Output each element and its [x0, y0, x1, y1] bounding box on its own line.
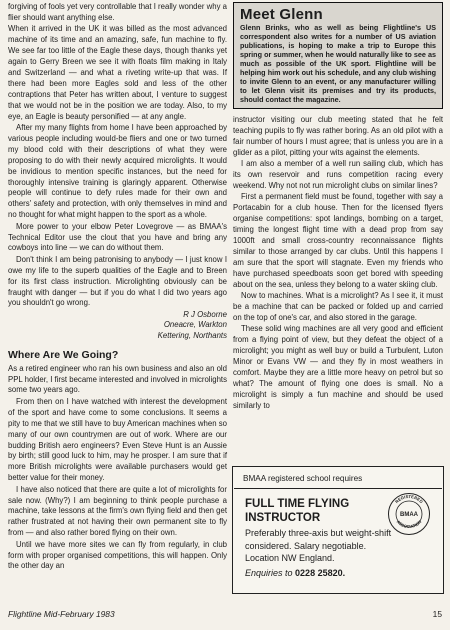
- advert-body: [245, 527, 437, 565]
- advert-body-line: Location NW England.: [245, 553, 335, 563]
- letter1-paragraph: Don't think I am being patronising to anybody — I just know I owe my life to the superb qualities of the Eagle and to Breen for its first class instruction. Microlighting obviously can be fraught with danger — but if you do what I did two years ago you shouldn't go wrong.: [8, 254, 227, 308]
- letter2-paragraph: Until we have more sites we can fly from regularly, in club form with proper organised competitions, this will happen. Only the other day an: [8, 539, 227, 571]
- advert-header: BMAA registered school requires: [243, 474, 363, 483]
- letter2-paragraph: As a retired engineer who ran his own business and also an old PPL holder, I first became interested and involved in microlights some two years ago.: [8, 363, 228, 395]
- letter1-paragraph: forgiving of fools yet very controllable that I really wonder why a flier should want anything else.: [8, 2, 227, 22]
- left-column: [8, 2, 227, 573]
- advert-body-line: considered. Salary negotiable.: [245, 540, 367, 551]
- letter2-heading: Where Are We Going?: [8, 348, 119, 361]
- meet-glenn-title: Meet Glenn: [240, 6, 323, 23]
- letter2-continuation-paragraph: Now to machines. What is a microlight? As I see it, it must be a machine that can be packed or folded up and carried on the top of one's car, and also stored in the garage.: [233, 291, 443, 322]
- advert-enquiries: [245, 568, 345, 578]
- letter2-paragraph: From then on I have watched with interest the development of the sport and have come to some conclusions. It seems a pity to me that we still have to buy American machines when so many of our own countrymen are out of work. Where are our budding British aero engineers? Even Steve Hunt is an Aussie by birth; still good luck to him, may he prosper. I am sure that if more British microlights were available purchasers would get better value for their money.: [8, 396, 227, 483]
- advert-title-line: FULL TIME FLYING: [245, 498, 350, 510]
- letter1-signature-name: R J Osborne: [183, 309, 227, 319]
- letter2-paragraph: I have also noticed that there are quite a lot of microlights for sale now. (Why?) I am beginning to think people purchase a machine, take lessons at the firm's own flying field and then get rather frustrated at not having their own permanent site to fly from — and also rather bored flying on their own.: [8, 484, 227, 538]
- letter1-paragraph: When it arrived in the UK it was billed as the most advanced machine of its time and an amazing, safe, fun machine to fly. We see far too little of the Eagle these days, though thanks yet again to Gerry Breen we see it with floats film making in Italy and Switzerland — and what a riveting write-up that was. If there had been more Eagles sold and less of the other contraptions that Peter has written about, I venture to suggest that we would not be in the position we are today. Also, to my eye, an Eagle is beauty personified — at any angle.: [8, 24, 227, 121]
- advert-body-line: Preferably three-axis but weight-shift: [245, 528, 392, 538]
- letter1-paragraph: After my many flights from home I have been approached by various people including would-be fliers and one or two turned my blood cold with their descriptions of what they were proposing to do with their newly acquired microlights. It would be invidious to mention specific instances, but the need for thoroughly intensive training is glaringly apparent. Otherwise people will continue to defy rules made for their own and others' safety and protection, with only themselves in mind and no thought for what might happen to the sport as a whole.: [8, 122, 227, 220]
- seal-mid-text: BMAA: [400, 512, 418, 518]
- footer-publication: Flightline Mid-February 1983: [8, 609, 115, 619]
- letter2-continuation-paragraph: First a permanent field must be found, together with say a Portacabin for a club house. Then for the licensed flyers organise competitions: spot landings, bombing on a target, timing the longest flight time with a dead prop from say 1000ft and small cross-country reconnaissance flights similar to those arranged by car clubs. Until this happens I am sure that the sport will stagnate. Even my friends who have purchased speedboats soon get bored with speeding about on the sea, unless they belong to a water skiing club.: [233, 192, 443, 289]
- advert-enquiries-label: Enquiries to: [245, 568, 293, 578]
- letter2-continuation-paragraph: These solid wing machines are all very good and efficient from a flying point of view, but they defeat the object of a microlight; you might as well buy or build a Turbulent, Luton Minor or Evans VW — and they fly in most weathers in comfort. Maybe they are a little more heavy on petrol but so what? The amount of flying one does is small. No a microlight is simply a fun machine and should be used similarly to: [233, 324, 443, 410]
- advert-title: [245, 497, 349, 525]
- advert-divider: [234, 488, 442, 489]
- meet-glenn-box: [233, 2, 443, 109]
- letter1-paragraph: More power to your elbow Peter Lovegrove — as BMAA's Technical Editor use the clout that you have and bring any cowboys into line — we can do without them.: [8, 221, 227, 253]
- letter2-continuation-paragraph: I am also a member of a well run sailing club, which has its own reservoir and runs competition racing every weekend. Why not not run microlight clubs on similar lines?: [233, 159, 443, 190]
- seal-top-text: REGISTERED: [394, 493, 424, 505]
- page-number: 15: [432, 609, 442, 619]
- meet-glenn-text: Glenn Brinks, who as well as being Flightline's US correspondent also writes for a number of US aviation publications, is hoping to make a trip to Europe this spring or summer, when he would naturally like to see as much as possible of the UK sport. Flightline will be helping him work out his schedule, and any club wishing to invite Glenn to an event, or any manufacturer willing to let Glenn visit its premises and try its products, should contact the magazine.: [240, 23, 436, 104]
- advert-title-line: INSTRUCTOR: [245, 512, 321, 524]
- right-column: [233, 2, 443, 412]
- letter1-signature-town: Kettering, Northants: [157, 331, 227, 341]
- letter2-continuation-paragraph: instructor visiting our club meeting stated that he felt teaching pupils to fly was rather boring. As an old pilot with a fair number of hours I must agree; that is unless you are in a glider as a pilot, pitting your wits against the elements.: [233, 115, 443, 157]
- advert-phone: 0228 25820.: [295, 568, 346, 578]
- instructor-advert: [232, 466, 444, 594]
- page-footer: [8, 609, 442, 623]
- letter1-signature-address: Oneacre, Warkton: [163, 320, 227, 330]
- seal-bottom-text: ASSOCIATION: [395, 519, 423, 530]
- svg-text:REGISTERED: [394, 494, 424, 504]
